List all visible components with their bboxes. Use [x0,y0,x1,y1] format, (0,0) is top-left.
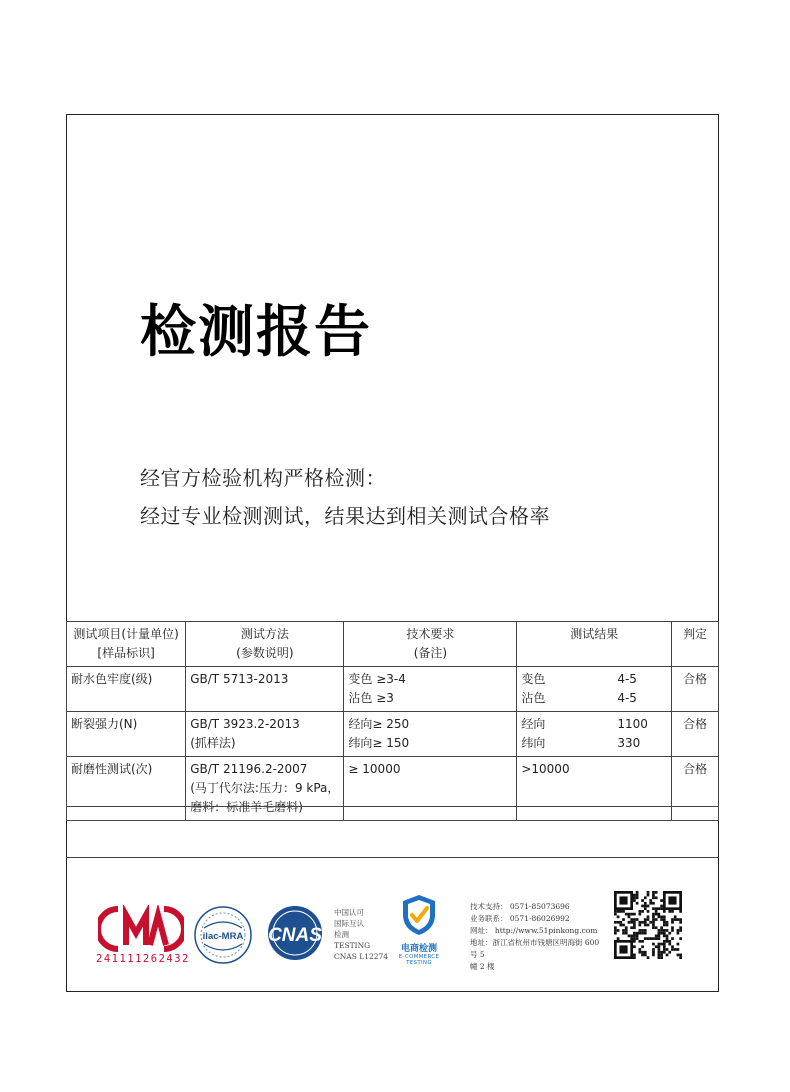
cnas-line: 检测 [334,930,349,939]
qr-code-icon[interactable] [614,891,682,959]
certification-footer [66,857,719,992]
contact-info [470,901,608,973]
result-label: 经向 [521,717,546,731]
header-item-sublabel: [样品标识] [97,646,155,660]
result-line [521,715,667,734]
table-row [67,757,719,821]
ecommerce-label: 电商检测 [400,944,437,954]
test-result [517,667,672,712]
test-result [517,712,672,757]
result-label: 变色 [521,672,546,686]
result-value: 4-5 [617,672,637,686]
technical-requirement [344,667,517,712]
method-line: GB/T 5713-2013 [190,672,289,686]
header-item [67,622,186,667]
table-row [67,712,719,757]
requirement-line: 纬向≥ 150 [348,736,410,750]
technical-requirement [344,712,517,757]
test-method [186,712,344,757]
result-value: 1100 [617,717,648,731]
method-line: GB/T 3923.2-2013 [190,717,300,731]
cnas-accreditation-text [334,907,388,962]
table-row [67,667,719,712]
header-req-sublabel: (备注) [413,646,448,660]
result-label: 纬向 [521,736,546,750]
shield-check-icon [399,893,439,937]
requirement-line: 沾色 ≥3 [348,691,394,705]
header-result: 测试结果 [517,622,672,667]
divider [66,806,719,807]
header-method-label: 测试方法 [240,627,289,641]
result-label: 沾色 [521,691,546,705]
result-line [521,760,667,779]
cnas-line: 中国认可 [334,908,364,917]
test-result [517,757,672,821]
ecommerce-testing-badge [388,893,450,966]
result-value: 4-5 [617,691,637,705]
header-verdict: 判定 [672,622,719,667]
ilac-text: ilac-MRA [202,931,244,942]
result-line [521,734,667,753]
subtitle-line-1: 经官方检验机构严格检测： [140,466,386,490]
requirement-line: ≥ 10000 [348,762,401,776]
contact-line: 地址：浙江省杭州市钱塘区明海街 600 号 5 [470,938,600,959]
method-line: (抓样法) [190,736,236,750]
test-method [186,667,344,712]
verdict: 合格 [672,667,719,712]
cnas-line: 国际互认 [334,919,364,928]
verdict: 合格 [672,712,719,757]
header-requirement [344,622,517,667]
verdict: 合格 [672,757,719,821]
test-results-table [66,621,719,821]
requirement-line: 经向≥ 250 [348,717,410,731]
cma-code: 241111262432 [96,953,190,965]
method-line: GB/T 21196.2-2007 [190,762,308,776]
cnas-line: TESTING [334,941,371,950]
header-method [186,622,344,667]
header-item-label: 测试项目(计量单位) [73,627,179,641]
cnas-text: CNAS [268,925,322,946]
cnas-logo-icon [260,904,330,962]
requirement-line: 变色 ≥3-4 [348,672,406,686]
subtitle-line-2: 经过专业检测测试，结果达到相关测试合格率 [140,504,550,528]
header-req-label: 技术要求 [406,627,455,641]
method-line: (马丁代尔法:压力：9 kPa， [190,781,340,795]
table-header-row [67,622,719,667]
test-method [186,757,344,821]
ilac-mra-logo-icon [192,904,254,966]
result-value: 330 [617,736,641,750]
ecommerce-sublabel: E-COMMERCE TESTING [398,954,440,966]
method-line: 磨料：标准羊毛磨料) [190,800,303,814]
cma-logo-icon [98,905,184,953]
header-method-sublabel: (参数说明) [236,646,294,660]
contact-line: 技术支持： 0571-85073696 [470,902,570,911]
test-item: 耐水色牢度(级) [67,667,186,712]
test-item: 断裂强力(N) [67,712,186,757]
result-line [521,689,667,708]
contact-line: 业务联系： 0571-86026992 [470,914,570,923]
contact-line: 幢 2 楼 [470,962,495,971]
cnas-line: CNAS L12274 [334,952,389,961]
result-label: >10000 [521,762,570,776]
technical-requirement [344,757,517,821]
result-line [521,670,667,689]
contact-line: 网址： http://www.51pinkong.com [470,926,598,935]
report-title: 检测报告 [140,300,372,365]
test-item: 耐磨性测试(次) [67,757,186,821]
